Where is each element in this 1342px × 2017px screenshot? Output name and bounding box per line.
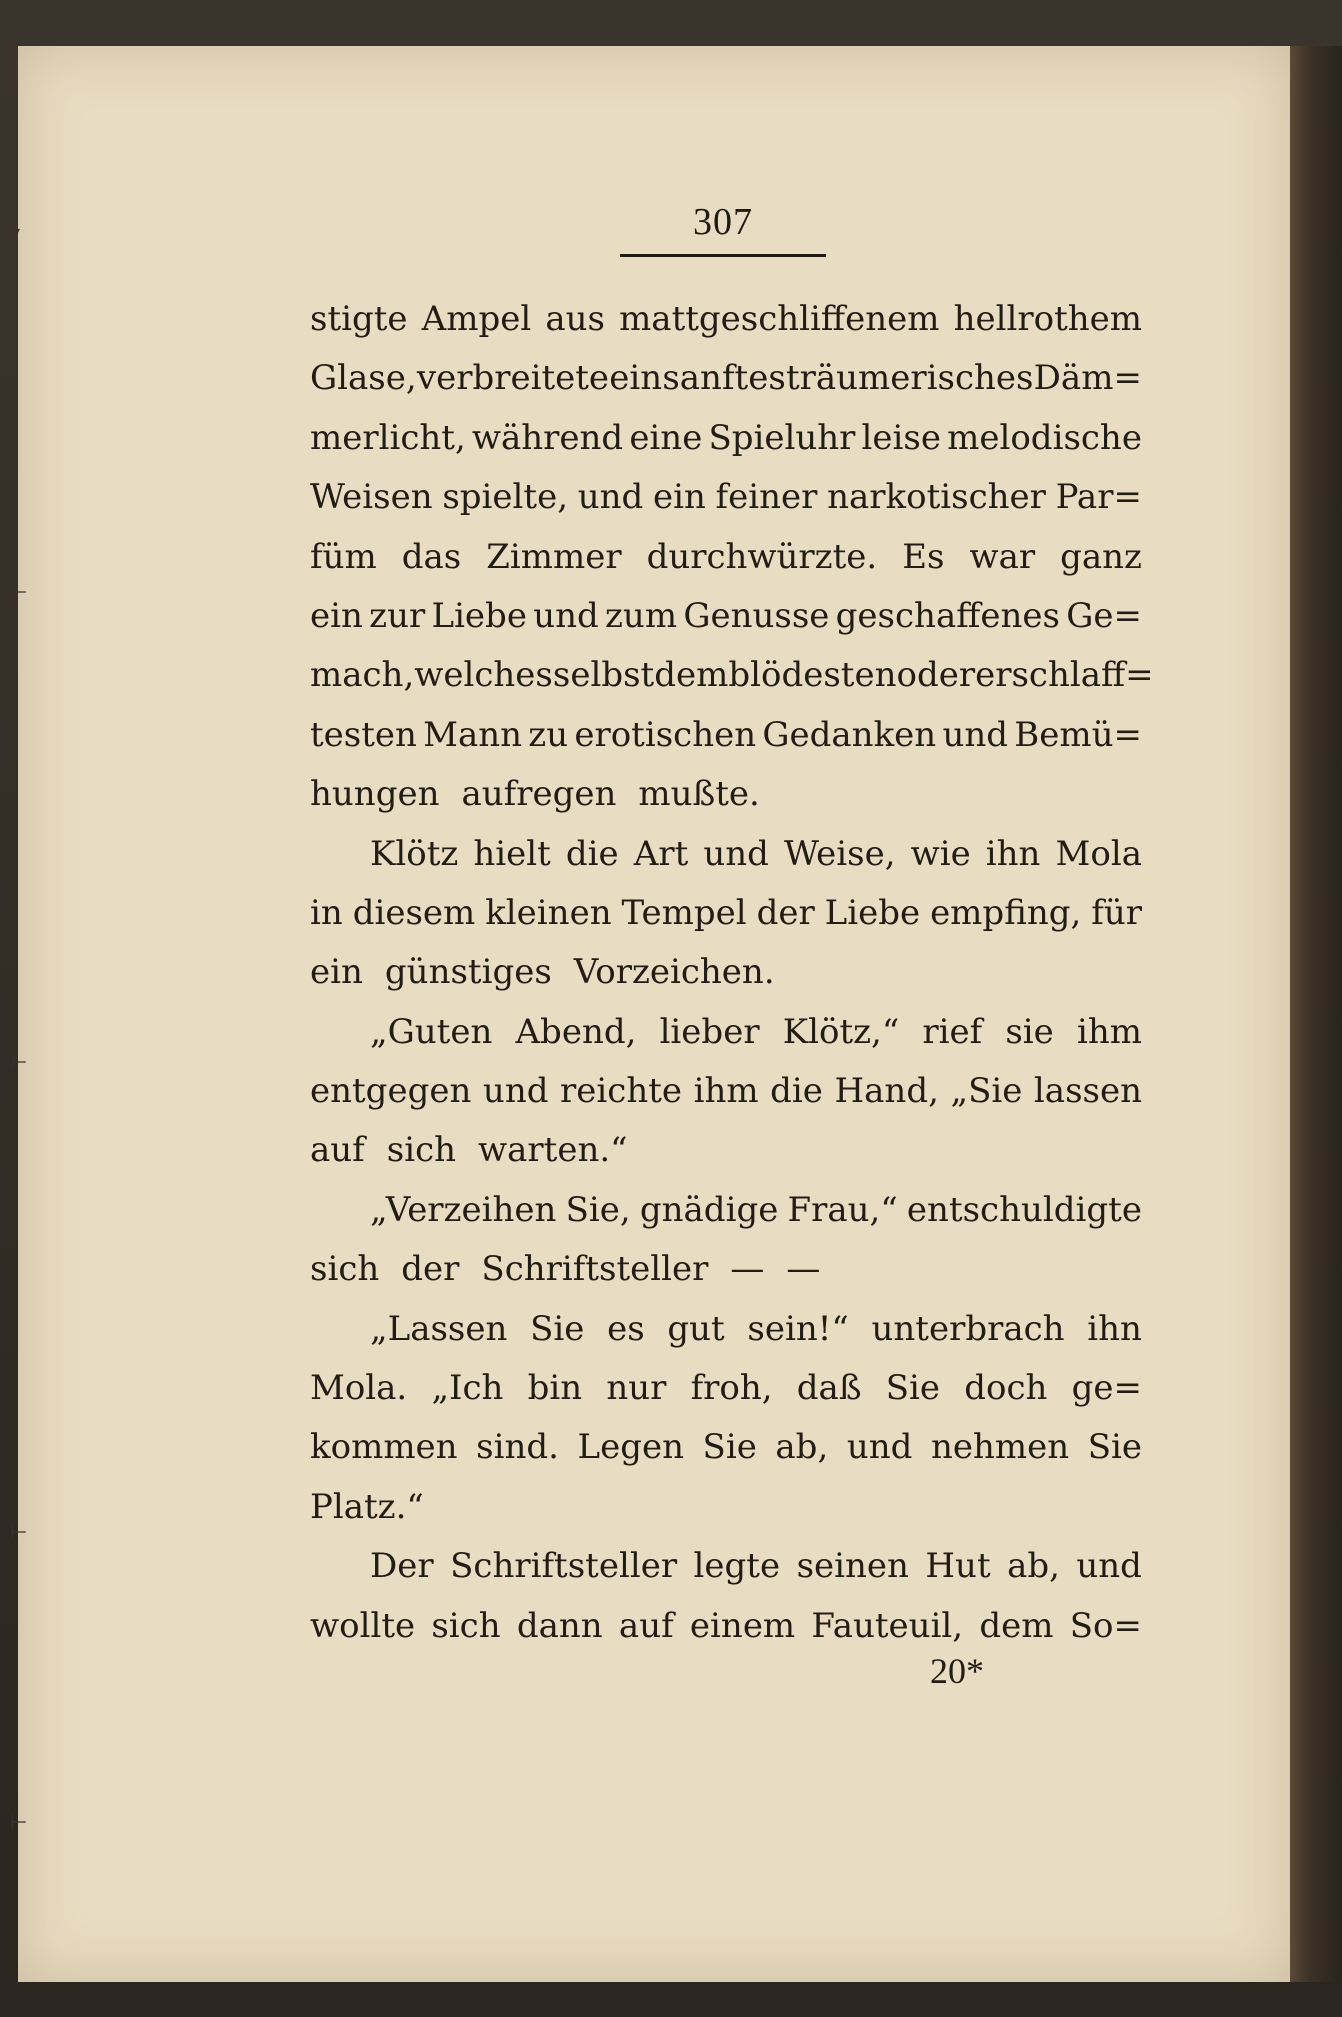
word: träumerisches xyxy=(785,358,1034,399)
word: Hut xyxy=(925,1546,991,1587)
word: froh, xyxy=(690,1368,773,1409)
word: legte xyxy=(693,1546,781,1587)
word: auf xyxy=(618,1605,674,1646)
word: Frau,“ xyxy=(787,1189,898,1230)
word: Sie xyxy=(885,1368,941,1409)
word: ihm xyxy=(693,1071,759,1112)
word: Liebe xyxy=(431,595,527,636)
word: füm xyxy=(310,536,377,577)
word: reichte xyxy=(560,1071,683,1112)
word: Spieluhr xyxy=(708,417,856,458)
word: ein xyxy=(609,358,663,399)
word: Par= xyxy=(1055,477,1142,518)
word: Ampel xyxy=(421,299,532,339)
text-line xyxy=(310,1240,1142,1299)
word: dem xyxy=(654,655,729,696)
word: dem xyxy=(979,1605,1054,1646)
text-line xyxy=(310,1597,1142,1656)
word: Sie xyxy=(702,1427,757,1468)
word: Schriftsteller xyxy=(481,1249,709,1290)
paragraph xyxy=(310,825,1142,1003)
word: sich xyxy=(431,1605,501,1646)
paragraph xyxy=(310,1537,1142,1656)
word: mach, xyxy=(310,655,415,696)
word: sanftes xyxy=(662,358,786,399)
word: nur xyxy=(606,1368,667,1409)
text-line xyxy=(310,765,1142,824)
word: geschaffenes xyxy=(835,595,1060,636)
word: melodische xyxy=(947,417,1142,458)
word: die xyxy=(565,833,619,874)
text-line xyxy=(310,1418,1142,1477)
word: und xyxy=(482,1071,549,1112)
text-line xyxy=(310,646,1154,705)
word: auf xyxy=(310,1130,365,1171)
word: Klötz,“ xyxy=(782,1011,900,1052)
word: narkotischer xyxy=(827,477,1046,518)
word: Hand, xyxy=(834,1071,939,1112)
word: wie xyxy=(910,833,971,874)
word: mußte. xyxy=(638,774,760,815)
stitch-mark-icon: ⊢ xyxy=(10,1050,28,1074)
word: die xyxy=(770,1071,823,1112)
text-line xyxy=(310,706,1142,765)
word: So= xyxy=(1069,1605,1142,1646)
text-line xyxy=(310,884,1142,943)
word: Liebe xyxy=(824,892,921,933)
word: kommen xyxy=(310,1427,458,1468)
word: eine xyxy=(629,417,703,458)
word: Glase, xyxy=(310,358,417,399)
word: und xyxy=(846,1427,913,1468)
word: unterbrach xyxy=(871,1308,1065,1349)
word: Zimmer xyxy=(486,536,622,577)
word: das xyxy=(401,536,462,577)
word: feiner xyxy=(715,477,818,518)
text-line xyxy=(310,587,1142,646)
word: entschuldigte xyxy=(906,1189,1142,1230)
stitch-mark-icon: ⊢ xyxy=(10,1520,28,1544)
word: oder xyxy=(896,655,976,696)
word: aus xyxy=(545,299,605,339)
word: ge= xyxy=(1071,1368,1142,1409)
body-text xyxy=(310,290,1154,1656)
text-line xyxy=(310,290,1142,349)
word: durchwürzte. xyxy=(646,536,878,577)
word: „Sie xyxy=(950,1071,1023,1112)
printer-signature-mark: 20* xyxy=(930,1651,984,1691)
word: einem xyxy=(689,1605,796,1646)
word: entgegen xyxy=(310,1071,472,1112)
paragraph xyxy=(310,1300,1142,1538)
text-line xyxy=(310,1062,1142,1121)
word: hellrothem xyxy=(953,299,1142,339)
word: ein xyxy=(310,952,363,993)
word: diesem xyxy=(352,892,476,933)
book-fore-edge xyxy=(1290,46,1342,1982)
word: „Ich xyxy=(431,1368,504,1409)
paragraph xyxy=(310,290,1154,825)
word: sich xyxy=(386,1130,457,1171)
header-rule xyxy=(620,254,826,257)
text-line xyxy=(310,528,1142,587)
word: sich xyxy=(310,1249,380,1290)
word: aufregen xyxy=(461,774,617,815)
word: und xyxy=(1076,1546,1142,1587)
word: lassen xyxy=(1033,1071,1142,1112)
word: Genusse xyxy=(683,595,830,636)
text-line xyxy=(310,468,1142,527)
text-line xyxy=(310,349,1142,408)
word: „Verzeihen xyxy=(370,1189,557,1230)
word: Sie xyxy=(530,1308,585,1349)
text-line xyxy=(310,1537,1142,1596)
word: der xyxy=(756,892,815,933)
word: — xyxy=(786,1249,821,1290)
word: Weisen xyxy=(310,477,433,518)
word: ein xyxy=(652,477,706,518)
word: Däm= xyxy=(1033,358,1142,399)
text-line xyxy=(310,409,1142,468)
word: während xyxy=(471,417,624,458)
paragraph xyxy=(310,1181,1142,1300)
word: lieber xyxy=(659,1011,760,1052)
stitch-mark-icon: ⊢ xyxy=(10,1810,28,1834)
running-header xyxy=(620,200,826,257)
word: hielt xyxy=(473,833,551,874)
word: gut xyxy=(667,1308,725,1349)
word: leise xyxy=(861,417,941,458)
word: Legen xyxy=(577,1427,684,1468)
word: Vorzeichen. xyxy=(573,952,775,993)
word: es xyxy=(607,1308,645,1349)
word: seinen xyxy=(796,1546,909,1587)
word: Der xyxy=(370,1546,434,1587)
word: wollte xyxy=(310,1605,416,1646)
word: ganz xyxy=(1060,536,1142,577)
stitch-mark-icon: ⊢ xyxy=(10,580,28,604)
word: Schriftsteller xyxy=(450,1546,678,1587)
paragraph xyxy=(310,1003,1142,1181)
word: daß xyxy=(796,1368,862,1409)
word: Platz.“ xyxy=(310,1486,424,1527)
word: Klötz xyxy=(370,833,459,874)
word: ihn xyxy=(985,833,1041,874)
text-line xyxy=(310,1359,1142,1418)
text-line xyxy=(310,825,1142,884)
word: sind. xyxy=(476,1427,559,1468)
word: rief xyxy=(922,1011,983,1052)
stitch-mark-icon: ▾ xyxy=(10,220,21,244)
word: zu xyxy=(528,714,569,755)
text-line xyxy=(310,1300,1142,1359)
word: Sie, xyxy=(565,1189,631,1230)
word: doch xyxy=(964,1368,1048,1409)
word: nehmen xyxy=(930,1427,1070,1468)
word: Gedanken xyxy=(762,714,937,755)
word: Bemü= xyxy=(1014,714,1142,755)
word: Es xyxy=(902,536,945,577)
word: Mola xyxy=(1055,833,1142,874)
word: Ge= xyxy=(1066,595,1142,636)
word: und xyxy=(942,714,1008,755)
page-number: 307 xyxy=(693,201,753,243)
word: Sie xyxy=(1087,1427,1142,1468)
word: welches xyxy=(414,655,553,696)
word: günstiges xyxy=(384,952,552,993)
word: Mann xyxy=(423,714,523,755)
text-line xyxy=(310,1478,1142,1537)
word: Tempel xyxy=(621,892,747,933)
word: „Guten xyxy=(370,1011,493,1052)
word: für xyxy=(1091,892,1142,933)
word: mattgeschliffenem xyxy=(619,299,940,339)
word: Abend, xyxy=(515,1011,637,1052)
word: empfing, xyxy=(930,892,1082,933)
word: zur xyxy=(369,595,426,636)
word: stigte xyxy=(310,299,408,339)
word: blödesten xyxy=(728,655,897,696)
word: ihn xyxy=(1087,1308,1142,1349)
word: dann xyxy=(516,1605,603,1646)
word: kleinen xyxy=(485,892,612,933)
word: ab, xyxy=(775,1427,829,1468)
word: sein!“ xyxy=(747,1308,849,1349)
word: testen xyxy=(310,714,417,755)
text-line xyxy=(310,1121,1142,1180)
word: erotischen xyxy=(574,714,757,755)
word: Art xyxy=(633,833,689,874)
word: und xyxy=(577,477,644,518)
word: ihm xyxy=(1076,1011,1142,1052)
word: erschlaff= xyxy=(975,655,1154,696)
word: in xyxy=(310,892,343,933)
word: bin xyxy=(527,1368,583,1409)
text-line xyxy=(310,1181,1142,1240)
word: und xyxy=(703,833,769,874)
word: — xyxy=(730,1249,765,1290)
text-line xyxy=(310,1003,1142,1062)
word: sie xyxy=(1005,1011,1054,1052)
word: zum xyxy=(605,595,678,636)
word: hungen xyxy=(310,774,440,815)
word: spielte, xyxy=(442,477,569,518)
word: der xyxy=(401,1249,460,1290)
word: Fauteuil, xyxy=(811,1605,964,1646)
text-line xyxy=(310,943,1142,1002)
word: selbst xyxy=(552,655,655,696)
word: Weise, xyxy=(783,833,896,874)
word: ein xyxy=(310,595,363,636)
word: Mola. xyxy=(310,1368,408,1409)
word: warten.“ xyxy=(478,1130,628,1171)
word: verbreitete xyxy=(416,358,610,399)
word: war xyxy=(969,536,1036,577)
word: und xyxy=(533,595,599,636)
word: merlicht, xyxy=(310,417,466,458)
word: gnädige xyxy=(639,1189,779,1230)
word: „Lassen xyxy=(370,1308,508,1349)
word: ab, xyxy=(1007,1546,1060,1587)
gutter-stitch-marks xyxy=(10,220,26,1840)
